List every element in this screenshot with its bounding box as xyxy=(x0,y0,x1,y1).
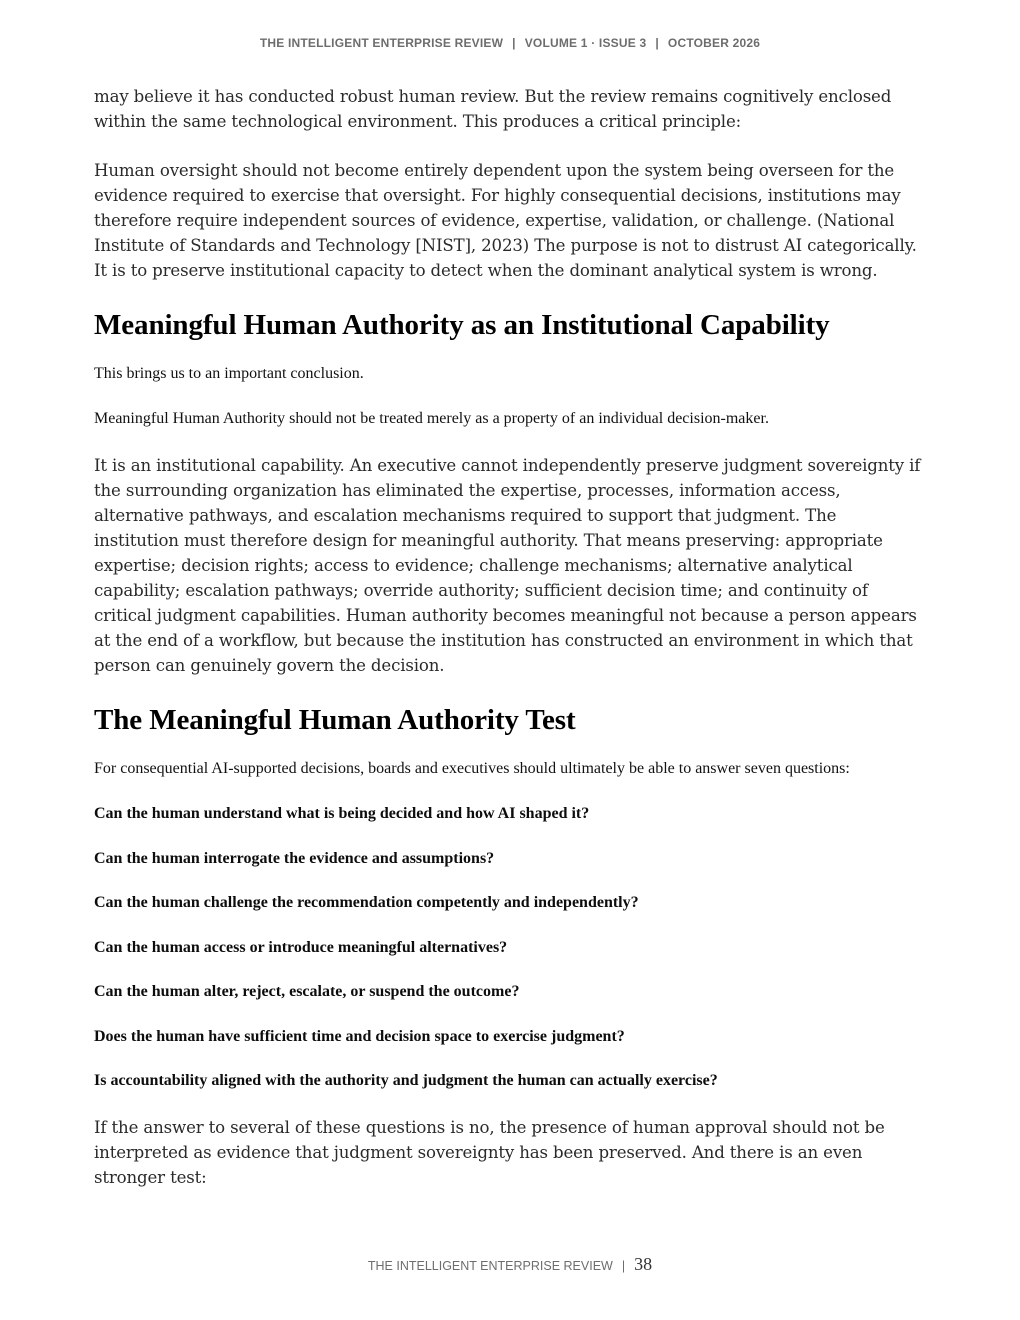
header-issue: VOLUME 1 · ISSUE 3 xyxy=(524,36,647,50)
body-paragraph: If the answer to several of these questions is no, the presence of human approval should not be interpreted as evidence that judgment sovereignty has been preserved. And there is an even stronger test: xyxy=(94,1117,885,1187)
body-paragraph: For consequential AI-supported decisions, boards and executives should ultimately be able to answer seven questions: xyxy=(94,760,850,777)
section-heading: Meaningful Human Authority as an Institutional Capability xyxy=(94,309,830,341)
question-item: Can the human alter, reject, escalate, or suspend the outcome? xyxy=(94,983,520,1000)
header-separator: | xyxy=(512,36,516,50)
running-header xyxy=(0,36,1020,50)
body-paragraph: may believe it has conducted robust human review. But the review remains cognitively enclosed within the same technological environment. This produces a critical principle: xyxy=(94,87,892,131)
header-publication: THE INTELLIGENT ENTERPRISE REVIEW xyxy=(259,36,504,50)
page-number: 38 xyxy=(634,1254,653,1274)
footer-publication: THE INTELLIGENT ENTERPRISE REVIEW xyxy=(367,1259,613,1273)
article-body xyxy=(94,84,926,1214)
body-paragraph: Meaningful Human Authority should not be treated merely as a property of an individual decision-maker. xyxy=(94,410,769,427)
question-item: Can the human interrogate the evidence and assumptions? xyxy=(94,849,495,867)
body-paragraph: Human oversight should not become entirely dependent upon the system being overseen for the evidence required to exercise that oversight. For highly consequential decisions, institutions may therefore require independent sources of evidence, expertise, validation, or challenge. (National Institute of Standards and Technology [NIST], 2023) The purpose is not to distrust AI categorically. It is to preserve institutional capacity to detect when the dominant analytical system is wrong. xyxy=(94,161,917,280)
running-footer xyxy=(0,1254,1020,1275)
question-item: Can the human access or introduce meaningful alternatives? xyxy=(94,938,508,956)
question-item: Can the human understand what is being decided and how AI shaped it? xyxy=(94,805,590,822)
body-paragraph: It is an institutional capability. An executive cannot independently preserve judgment sovereignty if the surrounding organization has eliminated the expertise, processes, information access, alternative pathways, and escalation mechanisms required to support that judgment. The institution must therefore design for meaningful authority. That means preserving: appropriate expertise; decision rights; access to evidence; challenge mechanisms; alternative analytical capability; escalation pathways; override authority; sufficient decision time; and continuity of critical judgment capabilities. Human authority becomes meaningful not because a person appears at the end of a workflow, but because the institution has constructed an environment in which that person can genuinely govern the decision. xyxy=(94,456,921,675)
body-paragraph: This brings us to an important conclusion. xyxy=(94,365,364,382)
question-item: Does the human have sufficient time and decision space to exercise judgment? xyxy=(94,1027,625,1045)
section-heading: The Meaningful Human Authority Test xyxy=(94,704,576,736)
header-separator: | xyxy=(655,36,659,50)
header-date: OCTOBER 2026 xyxy=(667,36,761,50)
question-item: Can the human challenge the recommendation competently and independently? xyxy=(94,894,639,911)
question-item: Is accountability aligned with the authority and judgment the human can actually exercise? xyxy=(94,1072,718,1089)
footer-separator: | xyxy=(621,1259,626,1273)
question-list xyxy=(94,803,926,1092)
